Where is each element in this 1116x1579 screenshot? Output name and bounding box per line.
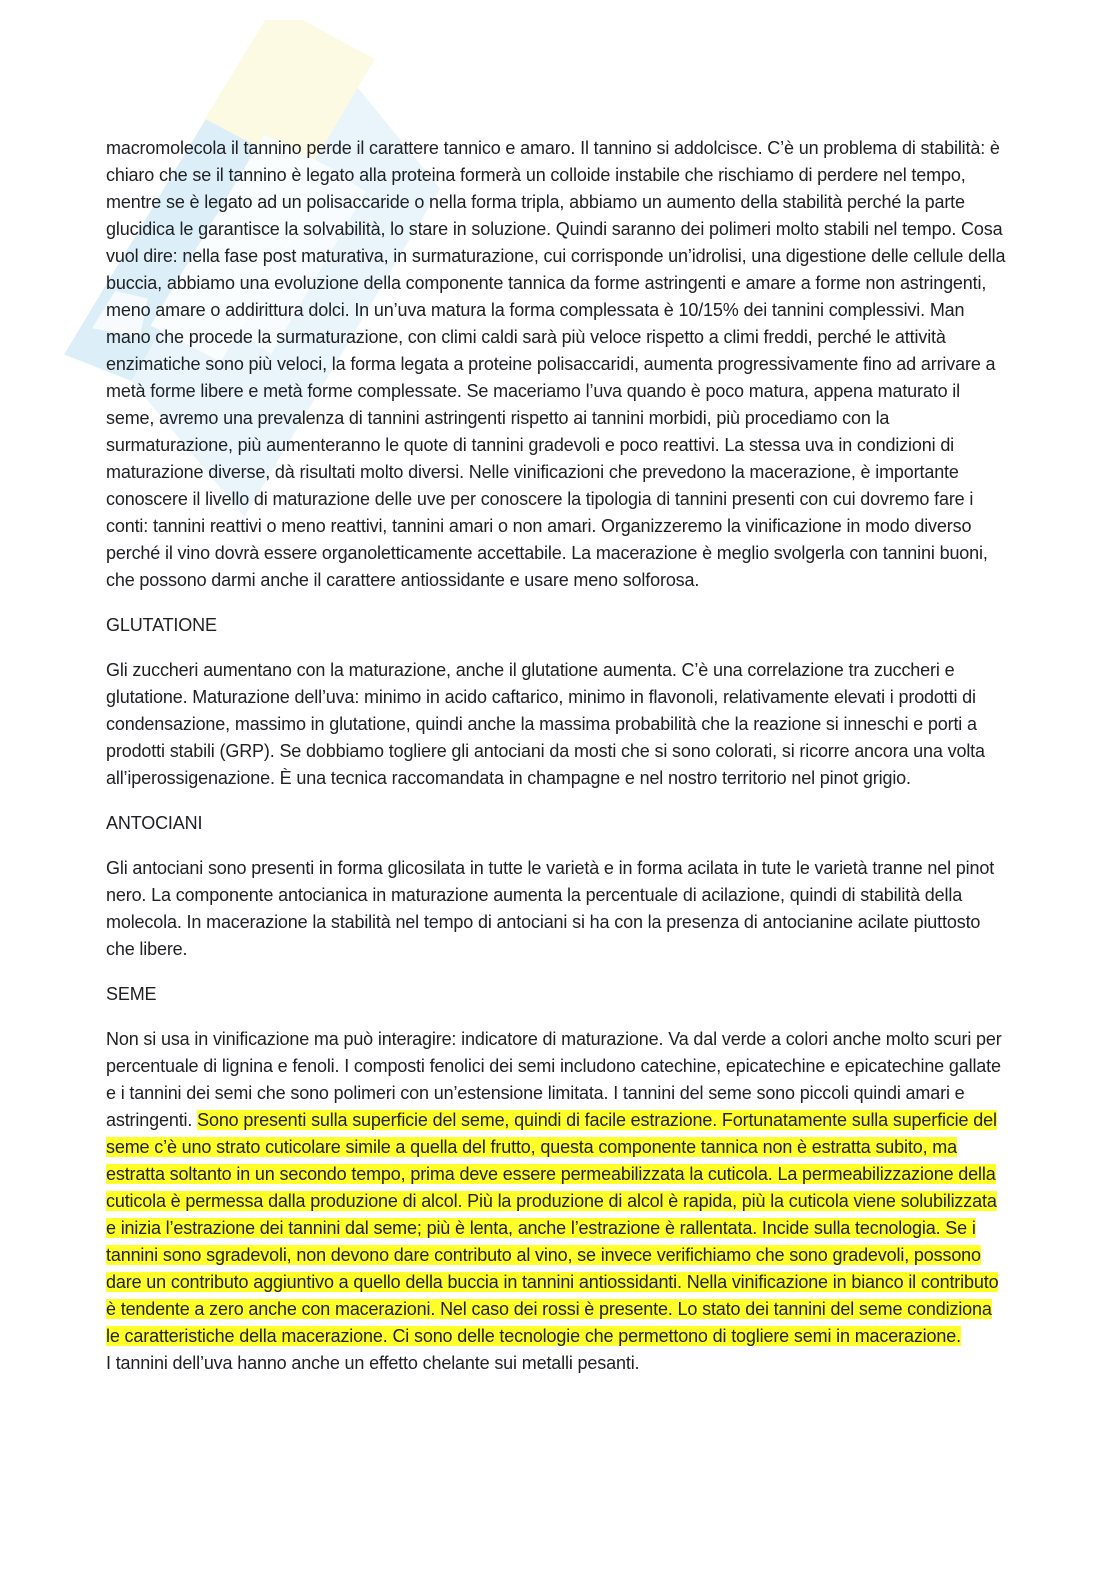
section-heading-antociani: ANTOCIANI <box>106 813 203 833</box>
highlighted-text: Sono presenti sulla superficie del seme, quindi di facile estrazione. Fortunatamente sulla superficie del seme c’è uno strato cuticolare simile a quella del frutto, questa componente tannica non è estratta subito, ma estratta soltanto in un secondo tempo, prima deve essere permeabilizzata la cuticola. La permeabilizzazione della cuticola è permessa dalla produzione di alcol. Più la produzione di alcol è rapida, più la cuticola viene solubilizzata e inizia l’estrazione dei tannini dal seme; più è lenta, anche l’estrazione è rallentata. Incide sulla tecnologia. Se i tannini sono sgradevoli, non devono dare contributo al vino, se invece verifichiamo che sono gradevoli, possono dare un contributo aggiuntivo a quello della buccia in tannini antiossidanti. Nella vinificazione in bianco il contributo è tendente a zero anche con macerazioni. Nel caso dei rossi è presente. Lo stato dei tannini del seme condiziona le caratteristiche della macerazione. Ci sono delle tecnologie che permettono di togliere semi in macerazione. <box>106 1110 999 1346</box>
paragraph-seme-ending: I tannini dell’uva hanno anche un effetto chelante sui metalli pesanti. <box>106 1353 640 1373</box>
section-heading-seme: SEME <box>106 984 157 1004</box>
paragraph-antociani: Gli antociani sono presenti in forma glicosilata in tutte le varietà e in forma acilata in tute le varietà tranne nel pinot nero. La componente antocianica in maturazione aumenta la percentuale di acilazione, quindi di stabilità della molecola. In macerazione la stabilità nel tempo di antociani si ha con la presenza di antocianine acilate piuttosto che libere. <box>106 858 995 959</box>
section-heading-glutatione: GLUTATIONE <box>106 615 217 635</box>
paragraph-seme-text: Non si usa in vinificazione ma può interagire: indicatore di maturazione. Va dal verde a colori anche molto scuri per percentuale di lignina e fenoli. I composti fenolici dei semi includono catechine, epicatechine e epicatechine gallate e i tannini dei semi che sono polimeri con un’estensione limitata. I tannini del seme sono piccoli quindi amari e astringenti. <box>106 1029 1002 1130</box>
document-body <box>106 135 1006 1395</box>
paragraph-seme <box>106 1026 1006 1377</box>
paragraph-intro: macromolecola il tannino perde il carattere tannico e amaro. Il tannino si addolcisce. C’è un problema di stabilità: è chiaro che se il tannino è legato alla proteina formerà un colloide instabile che rischiamo di perdere nel tempo, mentre se è legato ad un polisaccaride o nella forma tripla, abbiamo un aumento della stabilità perché la parte glucidica le garantisce la solvabilità, lo stare in soluzione. Quindi saranno dei polimeri molto stabili nel tempo. Cosa vuol dire: nella fase post maturativa, in surmaturazione, cui corrisponde un’idrolisi, una digestione delle cellule della buccia, abbiamo una evoluzione della componente tannica da forme astringenti e amare a forme non astringenti, meno amare o addirittura dolci. In un’uva matura la forma complessata è 10/15% dei tannini complessivi. Man mano che procede la surmaturazione, con climi caldi sarà più veloce rispetto a climi freddi, perché le attività enzimatiche sono più veloci, la forma legata a proteine polisaccaridi, aumenta progressivamente fino ad arrivare a metà forme libere e metà forme complessate. Se maceriamo l’uva quando è poco matura, appena maturato il seme, avremo una prevalenza di tannini astringenti rispetto ai tannini morbidi, più procediamo con la surmaturazione, più aumenteranno le quote di tannini gradevoli e poco reattivi. La stessa uva in condizioni di maturazione diverse, dà risultati molto diversi. Nelle vinificazioni che prevedono la macerazione, è importante conoscere il livello di maturazione delle uve per conoscere la tipologia di tannini presenti con cui dovremo fare i conti: tannini reattivi o meno reattivi, tannini amari o non amari. Organizzeremo la vinificazione in modo diverso perché il vino dovrà essere organoletticamente accettabile. La macerazione è meglio svolgerla con tannini buoni, che possono darmi anche il carattere antiossidante e usare meno solforosa. <box>106 138 1006 590</box>
paragraph-glutatione: Gli zuccheri aumentano con la maturazione, anche il glutatione aumenta. C’è una correlazione tra zuccheri e glutatione. Maturazione dell’uva: minimo in acido caftarico, minimo in flavonoli, relativamente elevati i prodotti di condensazione, massimo in glutatione, quindi anche la massima probabilità che la reazione si inneschi e porti a prodotti stabili (GRP). Se dobbiamo togliere gli antociani da mosti che si sono colorati, si ricorre ancora una volta all’iperossigenazione. È una tecnica raccomandata in champagne e nel nostro territorio nel pinot grigio. <box>106 660 985 788</box>
